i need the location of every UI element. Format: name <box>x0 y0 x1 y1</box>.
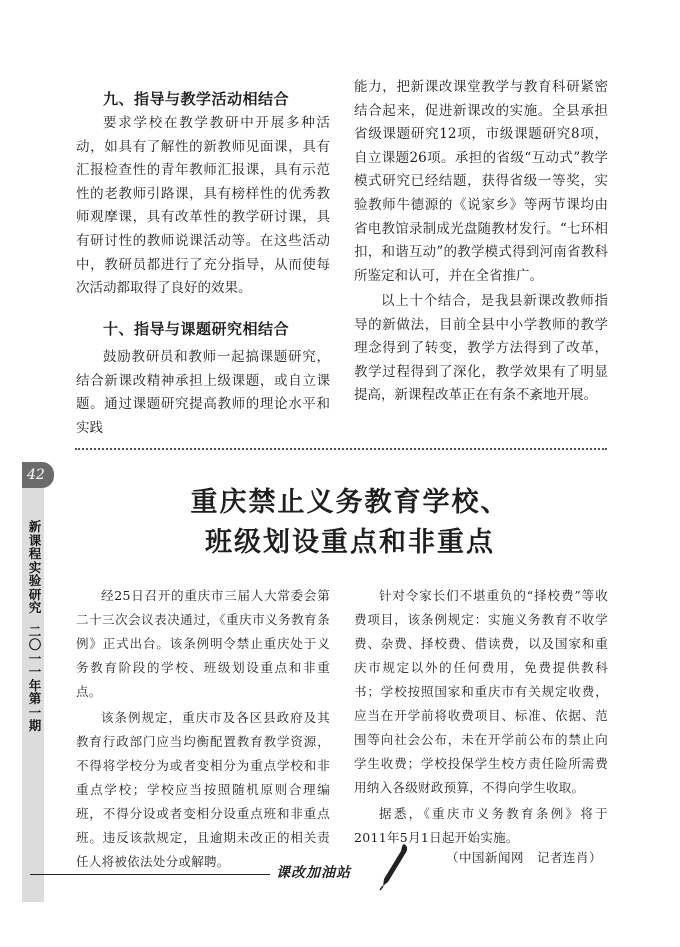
article-title-line-1: 重庆禁止义务教育学校、 <box>190 487 510 518</box>
journal-char: 一 <box>28 664 42 679</box>
right-column-paragraph-2: 以上十个结合，是我县新课改教师指导的新做法，目前全县中小学教师的教学理念得到了转变，教学方法得到了改革，教学过程得到了深化，教学效果有了明显提高，新课程改革正在有条不紊地开展。 <box>354 293 608 404</box>
journal-char: 一 <box>28 650 42 666</box>
footer-rule <box>30 874 270 875</box>
article-paragraph-3: 针对令家长们不堪重负的“择校费”等收费项目，该条例规定：实施义务教育不收学费、杂费、择校费、借读费，以及国家和重庆市规定以外的任何费用，免费提供教科书；学校按照国家和重庆市有关规定收费，应当在开学前将收费项目、标准、依据、范围等向社会公布，未在开学前公布的禁止向学生收费；学校投保学生校方责任险所需费用纳入各级财政预算，不得向学生收取。 <box>354 588 608 795</box>
journal-name-vertical <box>27 520 43 733</box>
section-heading-10: 十、指导与课题研究相结合 <box>103 320 290 338</box>
article-paragraph-4: 据悉，《重庆市义务教育条例》将于2011年5月1日起开始实施。 <box>354 806 608 845</box>
journal-char: 〇 <box>28 637 42 652</box>
column-name: 课改加油站 <box>276 865 351 881</box>
section-heading-9: 九、指导与教学活动相结合 <box>103 90 290 108</box>
paragraph-10: 鼓励教研员和教师一起搞课题研究，结合新课改精神承担上级课题，或自立课题。通过课题研究提高教师的理论水平和实践 <box>76 349 330 436</box>
journal-char <box>27 615 43 625</box>
pen-icon <box>374 842 414 892</box>
page-number: 42 <box>22 462 54 488</box>
journal-char: 第 <box>28 691 42 706</box>
article-title-line-2: 班级划设重点和非重点 <box>205 527 495 558</box>
journal-char: 期 <box>28 718 42 733</box>
article-paragraph-1: 经25日召开的重庆市三届人大常委会第二十三次会议表决通过，《重庆市义务教育条例》正式出台。该条例明令禁止重庆处于义务教育阶段的学校、班级划设重点和非重点。 <box>76 588 330 699</box>
journal-char: 一 <box>28 704 42 720</box>
journal-char: 程 <box>28 546 42 561</box>
journal-char: 究 <box>28 600 42 615</box>
journal-char: 二 <box>28 623 42 639</box>
article-paragraph-2: 该条例规定，重庆市及各区县政府及其教育行政部门应当均衡配置教育教学资源，不得将学校分为或者变相分为重点学校和非重点学校；学校应当按照随机原则合理编班，不得分设或者变相分设重点班和非重点班。违反该款规定，且逾期未改正的相关责任人将被依法处分或解聘。 <box>76 710 330 869</box>
right-column-paragraph-1: 能力，把新课改课堂教学与教育科研紧密结合起来，促进新课改的实施。全县承担省级课题研究12项，市级课题研究8项，自立课题26项。承担的省级“互动式”教学模式研究已经结题，获得省级一等奖，实验教师牛德源的《说家乡》等两节课均由省电教馆录制成光盘随教材发行。“七环相扣，和谐互动”的教学模式得到河南省教科所鉴定和认可，并在全省推广。 <box>354 79 608 284</box>
article-source: （中国新闻网 记者连肖） <box>446 850 603 865</box>
journal-char: 新 <box>28 519 42 534</box>
journal-char: 验 <box>28 573 42 588</box>
journal-char: 实 <box>28 559 42 575</box>
journal-char: 研 <box>28 586 42 602</box>
paragraph-9: 要求学校在教学教研中开展多种活动，如具有了解性的新教师见面课，具有汇报检查性的青年教师汇报课，具有示范性的老教师引路课，具有榜样性的优秀教师观摩课，具有改革性的教学研讨课，具有研讨性的教师说课活动等。在这些活动中，教研员都进行了充分指导，从而使每次活动都取得了良好的效果。 <box>76 115 330 297</box>
section-divider <box>75 448 607 450</box>
journal-char: 课 <box>28 532 42 548</box>
journal-char: 年 <box>28 677 42 693</box>
